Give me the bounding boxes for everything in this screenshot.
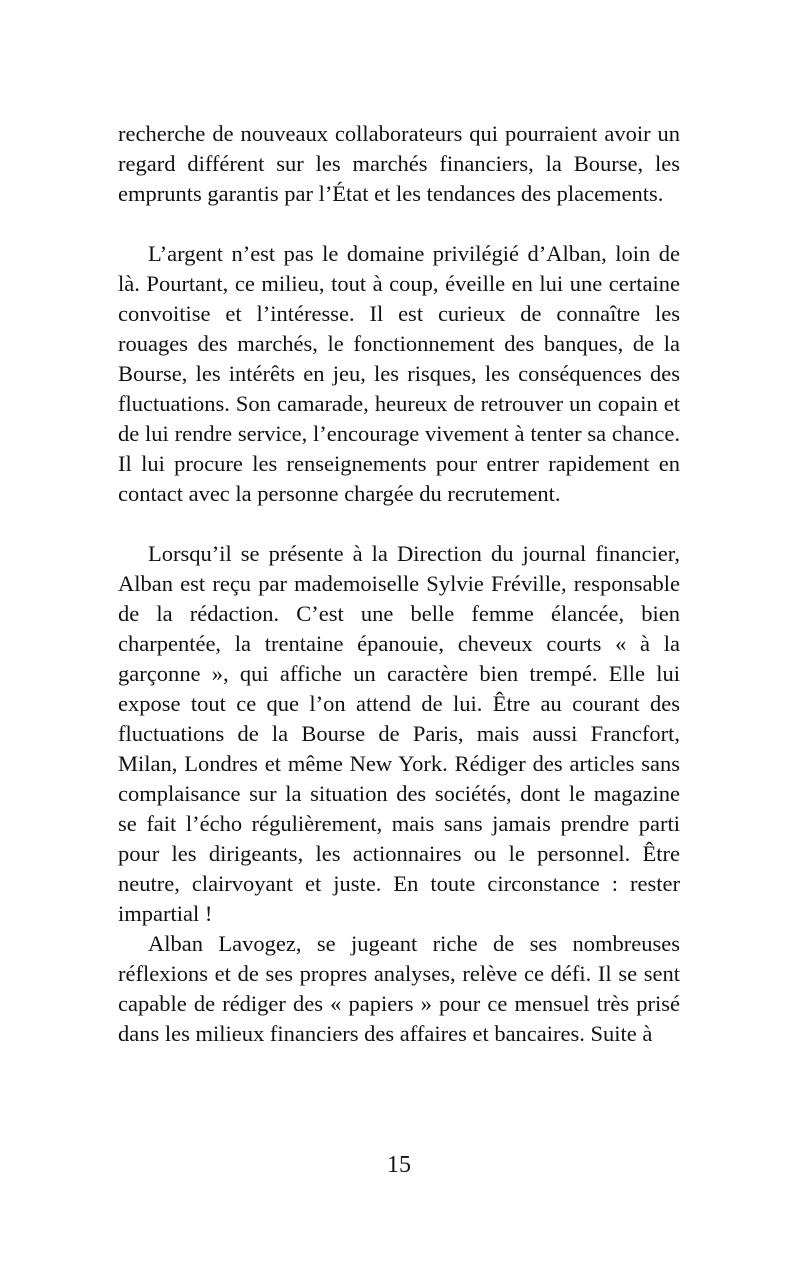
page-number: 15 bbox=[387, 1152, 411, 1178]
paragraph-2: L’argent n’est pas le domaine privilégié d’Alban, loin de là. Pourtant, ce milieu, tout à coup, éveille en lui une certaine convoitise et l’intéresse. Il est curieux de connaître les rouages des marchés, le fonctionnement des banques, de la Bourse, les intérêts en jeu, les risques, les conséquences des fluctuations. Son camarade, heureux de retrouver un copain et de lui rendre service, l’encourage vivement à tenter sa chance. Il lui procure les renseignements pour entrer rapidement en contact avec la personne chargée du recrutement. bbox=[118, 241, 680, 506]
paragraph-4: Alban Lavogez, se jugeant riche de ses nombreuses réflexions et de ses propres analyses, relève ce défi. Il se sent capable de rédiger des « papiers » pour ce mensuel très prisé dans les milieux financiers des affaires et bancaires. Suite à bbox=[118, 931, 680, 1046]
paragraph-3: Lorsqu’il se présente à la Direction du journal financier, Alban est reçu par mademoiselle Sylvie Fréville, responsable de la rédaction. C’est une belle femme élancée, bien charpentée, la trentaine épanouie, cheveux courts « à la garçonne », qui affiche un caractère bien trempé. Elle lui expose tout ce que l’on attend de lui. Être au courant des fluctuations de la Bourse de Paris, mais aussi Francfort, Milan, Londres et même New York. Rédiger des articles sans complaisance sur la situation des sociétés, dont le magazine se fait l’écho régulièrement, mais sans jamais prendre parti pour les dirigeants, les actionnaires ou le personnel. Être neutre, clairvoyant et juste. En toute circonstance : rester impartial ! bbox=[118, 541, 680, 926]
body-text bbox=[118, 119, 680, 1049]
paragraph-1: recherche de nouveaux collaborateurs qui pourraient avoir un regard différent sur les marchés financiers, la Bourse, les emprunts garantis par l’État et les tendances des placements. bbox=[118, 121, 680, 206]
